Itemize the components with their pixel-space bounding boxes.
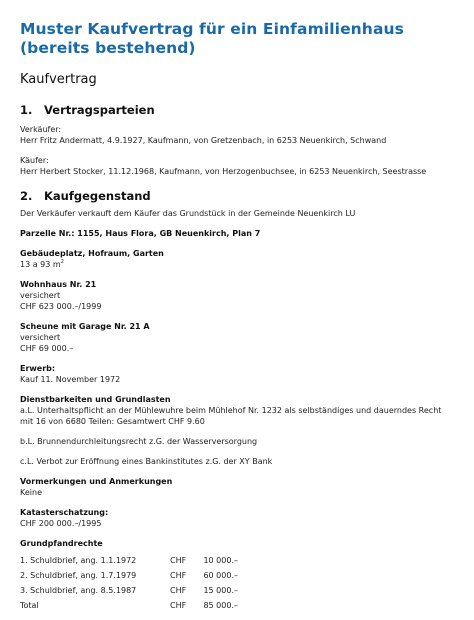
row-currency: CHF <box>170 601 187 610</box>
verkaeufer-label: Verkäufer: <box>20 125 62 134</box>
table-row-total <box>20 600 460 611</box>
document-page <box>20 20 460 611</box>
dienst-a-line-1: a.L. Unterhaltspflicht an der Mühlewuhre beim Mühlehof Nr. 1232 als selbständiges und dauerndes Recht <box>20 406 442 415</box>
row-currency: CHF <box>170 586 187 595</box>
section-2-title: Kaufgegenstand <box>44 189 151 203</box>
section-heading: Kaufvertrag <box>20 72 97 87</box>
section-2-number: 2. <box>20 189 33 203</box>
vormerk-text: Keine <box>20 488 42 497</box>
row-amount: 10 000.– <box>203 556 238 565</box>
table-row <box>20 585 460 596</box>
wohnhaus-title: Wohnhaus Nr. 21 <box>20 280 97 289</box>
grundpfand-title: Grundpfandrechte <box>20 539 103 548</box>
row-label: 3. Schuldbrief, ang. 8.5.1987 <box>20 586 137 595</box>
row-amount: 60 000.– <box>203 571 238 580</box>
dienst-a-line-2: mit 16 von 6680 Teilen: Gesamtwert CHF 9.60 <box>20 417 205 426</box>
title-line-1: Muster Kaufvertrag für ein Einfamilienhaus <box>20 20 404 38</box>
dienst-b: b.L. Brunnendurchleitungsrecht z.G. der Wasserversorgung <box>20 437 258 446</box>
vormerk-title: Vormerkungen und Anmerkungen <box>20 477 173 486</box>
gebaeude-area-sup: 2 <box>60 259 64 265</box>
kaeufer-label: Käufer: <box>20 156 49 165</box>
section-1-heading <box>20 103 460 118</box>
gebaeude-area-value: 13 a 93 m <box>20 260 61 269</box>
wohnhaus-line-1: versichert <box>20 291 61 300</box>
row-currency: CHF <box>170 571 187 580</box>
kataster-title: Katasterschatzung: <box>20 508 109 517</box>
dienst-c: c.L. Verbot zur Eröffnung eines Bankinstitutes z.G. der XY Bank <box>20 457 273 466</box>
section-2-heading <box>20 189 460 204</box>
table-row <box>20 555 460 566</box>
erwerb-text: Kauf 11. November 1972 <box>20 375 121 384</box>
grundpfand-table <box>20 555 460 611</box>
dienst-title: Dienstbarkeiten und Grundlasten <box>20 395 171 404</box>
row-amount: 15 000.– <box>203 586 238 595</box>
row-label: Total <box>20 601 39 610</box>
parzelle: Parzelle Nr.: 1155, Haus Flora, GB Neuenkirch, Plan 7 <box>20 229 261 238</box>
gebaeude-area <box>20 259 460 270</box>
scheune-line-1: versichert <box>20 333 61 342</box>
verkaeufer-text: Herr Fritz Andermatt, 4.9.1927, Kaufmann, von Gretzenbach, in 6253 Neuenkirch, Schwand <box>20 136 387 145</box>
document-title <box>20 20 460 58</box>
title-line-2: (bereits bestehend) <box>20 39 196 57</box>
scheune-line-2: CHF 69 000.– <box>20 344 74 353</box>
row-label: 2. Schuldbrief, ang. 1.7.1979 <box>20 571 137 580</box>
row-label: 1. Schuldbrief, ang. 1.1.1972 <box>20 556 137 565</box>
wohnhaus-line-2: CHF 623 000.–/1999 <box>20 302 102 311</box>
kataster-text: CHF 200 000.–/1995 <box>20 519 102 528</box>
section-1-number: 1. <box>20 103 33 117</box>
kaeufer-text: Herr Herbert Stocker, 11.12.1968, Kaufmann, von Herzogenbuchsee, in 6253 Neuenkirch, Seestrasse <box>20 167 427 176</box>
row-currency: CHF <box>170 556 187 565</box>
section-1-title: Vertragsparteien <box>44 103 155 117</box>
row-amount: 85 000.– <box>203 601 238 610</box>
table-row <box>20 570 460 581</box>
section-2-intro: Der Verkäufer verkauft dem Käufer das Grundstück in der Gemeinde Neuenkirch LU <box>20 209 356 218</box>
erwerb-title: Erwerb: <box>20 364 56 373</box>
scheune-title: Scheune mit Garage Nr. 21 A <box>20 322 150 331</box>
gebaeude-title: Gebäudeplatz, Hofraum, Garten <box>20 249 164 258</box>
